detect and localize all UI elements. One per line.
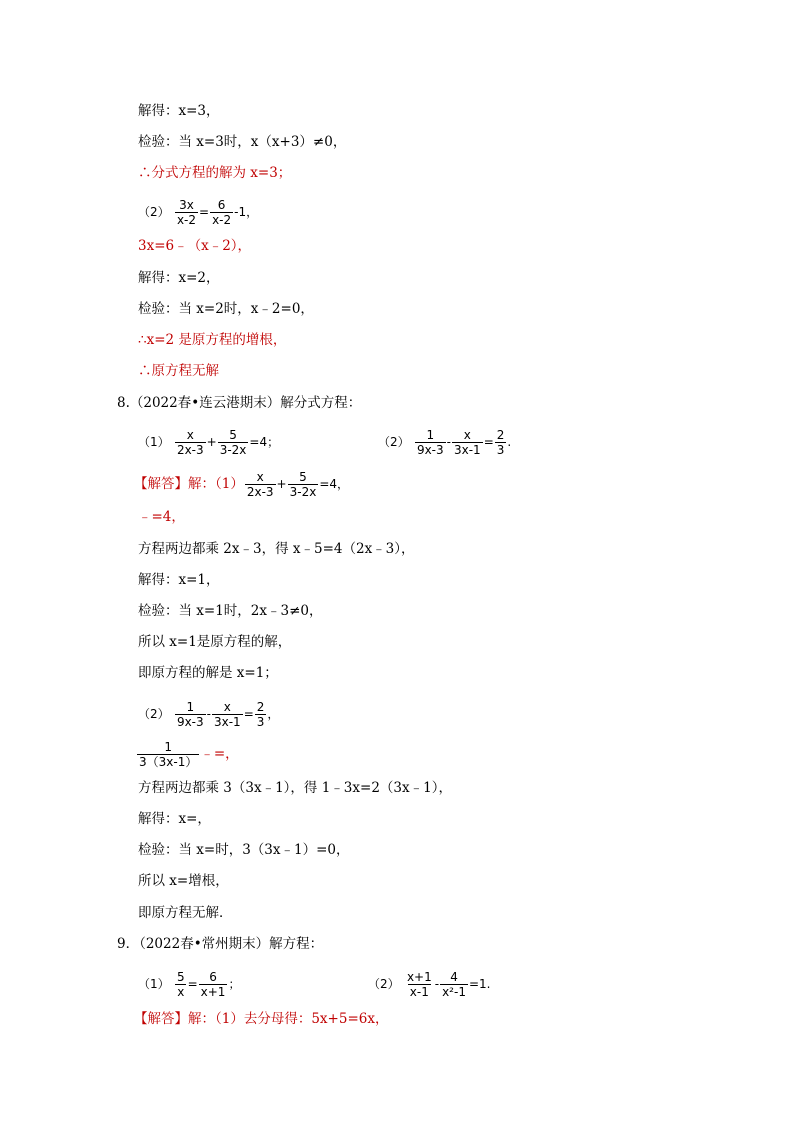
fraction-denominator: 3-2x [289,485,317,499]
answer-prefix: 【解答】解：（1） [134,476,244,492]
step-line: 方程两边都乘 3（3x﹣1），得 1﹣3x=2（3x﹣1）， [138,780,452,796]
eq-label: （2） [138,205,170,219]
fraction-denominator: 3 [496,443,505,457]
solution-line: 解得：x=2， [138,270,220,286]
solution-line: 解得：x=3， [138,103,220,119]
fraction-denominator: 2x-3 [176,443,204,457]
conclusion-line: ∴x=2 是原方程的增根， [138,332,287,348]
step-line: 3x=6﹣（x﹣2）， [138,238,252,254]
fraction [288,470,319,499]
operator: + [276,477,287,491]
equation-tail: ， [267,707,280,721]
fraction-denominator: 3x-1 [453,443,481,457]
equation-q7-2 [138,198,258,227]
fraction-numerator: 6 [209,970,217,984]
fraction [210,198,233,227]
eq-label: （2） [378,435,410,449]
fraction [175,970,187,999]
eq-label: （2） [138,707,170,721]
step-line: ﹣=4， [138,509,185,525]
conclusion-line: 所以 x=1是原方程的解， [138,634,292,650]
conclusion-line: 即原方程无解． [138,905,233,921]
fraction-denominator: x-2 [212,213,232,227]
conclusion-line: ∴分式方程的解为 x=3； [138,165,292,181]
fraction [245,470,276,499]
fraction-numerator: 6 [217,198,226,212]
fraction-denominator: x-1 [409,985,429,999]
fraction-numerator: x [463,428,471,442]
answer-q8-2 [138,700,279,729]
fraction-numerator: 5 [229,428,237,442]
step-line: 方程两边都乘 2x﹣3，得 x﹣5=4（2x﹣3）， [138,541,415,557]
operator: - [206,707,211,721]
equation-q8-2 [378,428,511,457]
question-8-title: 8.（2022春•连云港期末）解分式方程： [117,395,362,411]
fraction-numerator: 2 [256,700,265,714]
equation-tail: =1. [468,977,491,991]
fraction-numerator: x [256,470,264,484]
solution-line: 解得：x=， [138,811,211,827]
conclusion-line: ∴原方程无解 [138,363,219,379]
fraction [405,970,434,999]
fraction [212,700,243,729]
equation-tail: -1， [234,205,259,219]
equation-q8-1 [138,428,279,457]
operator: = [199,205,210,219]
equation-q9-2 [368,970,490,999]
fraction [452,428,483,457]
step-line [136,740,239,769]
answer-q9: 【解答】解：（1）去分母得：5x+5=6x， [134,1011,389,1027]
fraction-numerator: x [223,700,231,714]
fraction [255,700,267,729]
fraction-denominator: 9x-3 [416,443,444,457]
operator: - [434,977,440,991]
eq-label: （1） [138,435,170,449]
operator: = [187,977,198,991]
equation-q9-1 [138,970,240,999]
equation-tail: =4， [319,477,350,491]
equation-tail: ； [228,977,241,991]
fraction [199,970,228,999]
equation-tail: . [507,435,512,449]
equation-tail: =4； [249,435,280,449]
fraction-denominator: 3 [256,715,265,729]
fraction-numerator: 5 [299,470,307,484]
question-9-title: 9．（2022春•常州期末）解方程： [117,936,324,952]
answer-q8-1 [134,470,349,499]
fraction [175,198,198,227]
fraction-numerator: 2 [496,428,505,442]
check-line: 检验：当 x=1时，2x﹣3≠0， [138,603,323,619]
check-line: 检验：当 x=2时，x﹣2=0， [138,301,314,317]
check-line: 检验：当 x=时，3（3x﹣1）=0， [138,842,350,858]
fraction [495,428,507,457]
fraction-numerator: 1 [426,428,435,442]
eq-label: （1） [138,977,170,991]
fraction-denominator: 3x-1 [213,715,241,729]
fraction-denominator: 2x-3 [246,485,274,499]
fraction [175,428,206,457]
fraction-denominator: x+1 [200,985,226,999]
operator: + [206,435,217,449]
fraction-denominator: 9x-3 [176,715,204,729]
fraction-numerator: 1 [164,740,172,754]
operator: = [483,435,494,449]
operator: - [446,435,451,449]
fraction-denominator: 3-2x [219,443,247,457]
fraction [137,740,199,769]
operator: = [243,707,254,721]
fraction-numerator: 4 [450,970,458,984]
equation-tail: ﹣=， [200,746,239,762]
fraction-numerator: 5 [176,970,185,984]
fraction [175,700,206,729]
fraction [218,428,249,457]
conclusion-line: 所以 x=增根， [138,873,229,889]
conclusion-line: 即原方程的解是 x=1； [138,665,278,681]
fraction-denominator: 3（3x-1） [139,755,198,769]
fraction-denominator: x²-1 [442,985,466,999]
fraction-numerator: x [186,428,194,442]
eq-label: （2） [368,977,400,991]
fraction-numerator: 3x [179,198,194,212]
fraction-numerator: x+1 [406,970,432,984]
fraction-numerator: 1 [186,700,195,714]
fraction [415,428,446,457]
check-line: 检验：当 x=3时，x（x+3）≠0， [138,134,347,150]
solution-line: 解得：x=1， [138,572,220,588]
fraction-denominator: x [177,985,185,999]
fraction [440,970,468,999]
fraction-denominator: x-2 [176,213,197,227]
